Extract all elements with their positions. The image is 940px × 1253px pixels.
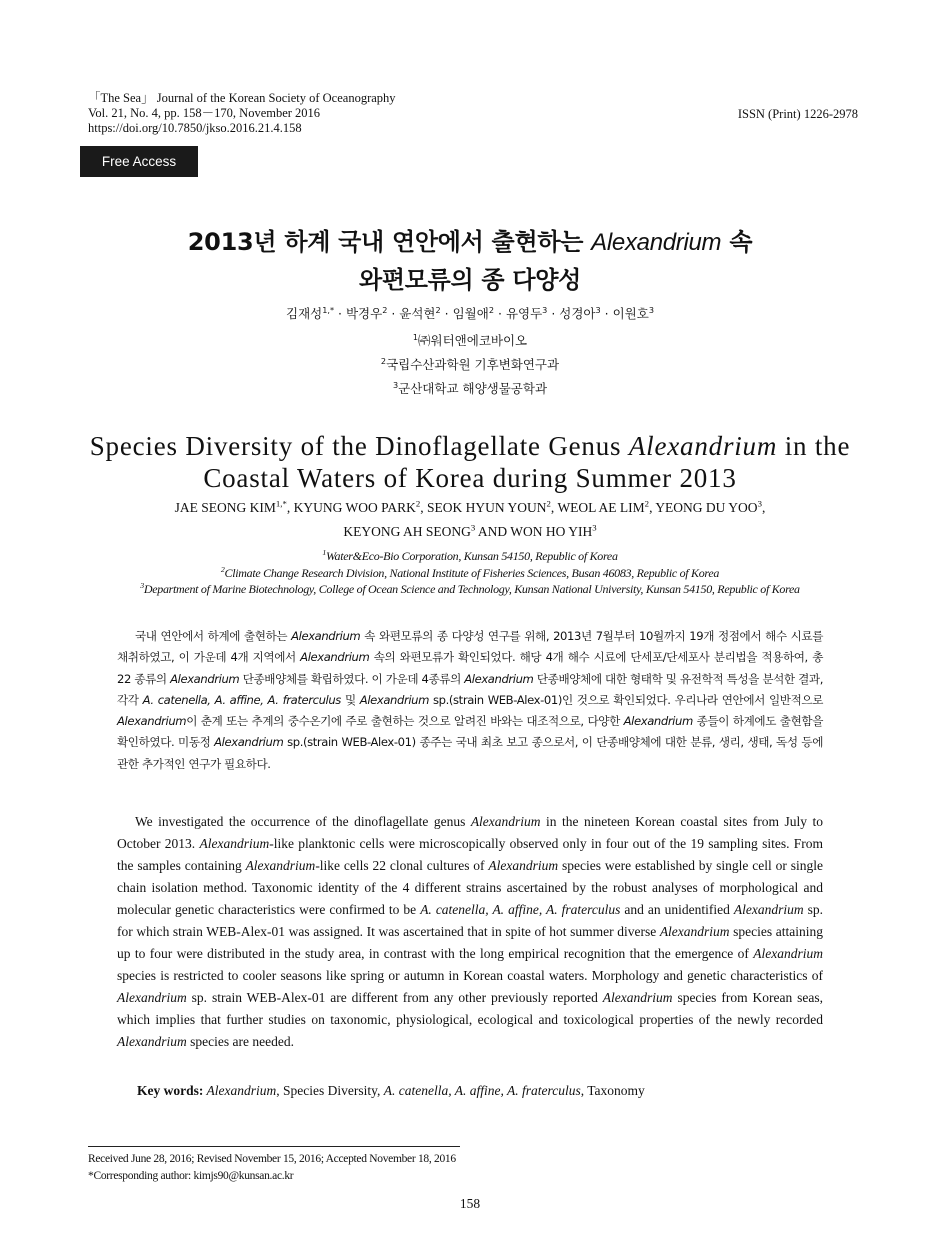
affil-mark: 3 xyxy=(392,379,399,390)
abstract-ko-italic: Alexandrium xyxy=(623,714,693,729)
english-title-pre: Species Diversity of the Dinoflagellate Genus xyxy=(89,431,629,461)
author-affil-mark: 2 xyxy=(546,498,551,509)
abstract-ko-italic: Alexandrium xyxy=(291,629,361,643)
abstract-ko-text: 단종배양체에 대한 형태학 및 유전학적 특성을 분석한 결과, 각각 xyxy=(117,671,823,707)
abstract-en-italic: Alexandrium xyxy=(470,814,541,829)
author-affil-mark: 3 xyxy=(757,498,762,509)
author-separator: · xyxy=(547,306,560,321)
abstract-ko-italic: Alexandrium xyxy=(359,692,429,707)
english-title xyxy=(0,430,940,494)
abstract-en-text: in the nineteen Korean coastal sites from July to October 2013. xyxy=(117,814,823,851)
abstract-ko-text: 단종배양체를 확립하였다. 이 가운데 4종류의 xyxy=(239,671,465,686)
keywords-label: Key words: xyxy=(137,1083,204,1098)
footnote xyxy=(88,1151,456,1184)
abstract-ko-text: sp.(strain WEB-Alex-01)인 것으로 확인되었다. 우리나라 연안에서 일반적으로 xyxy=(429,692,823,707)
author-name: SEOK HYUN YOUN xyxy=(427,500,547,515)
english-title-post: in the xyxy=(777,431,851,461)
corresponding-author: *Corresponding author: kimjs90@kunsan.ac.kr xyxy=(88,1169,294,1182)
english-authors-line1 xyxy=(0,496,940,520)
abstract-en-italic: Alexandrium xyxy=(245,858,316,873)
abstract-english xyxy=(117,811,823,1053)
affil-text: Climate Change Research Division, National Institute of Fisheries Sciences, Busan 46083, Republic of Korea xyxy=(224,566,720,580)
keyword-italic: A. catenella, A. affine, A. fraterculus xyxy=(383,1083,581,1098)
volume-info: Vol. 21, No. 4, pp. 158－170, November 2016 xyxy=(88,106,321,120)
abstract-ko-italic: Alexandrium xyxy=(300,650,370,665)
author-separator: , xyxy=(420,500,428,515)
abstract-en-text: species attaining up to four were distributed in the study area, in contrast with the long empirical recognition that the emergence of xyxy=(117,924,823,961)
english-affiliation xyxy=(0,566,940,581)
abstract-ko-text: 종들이 하계에도 출현함을 확인하였다. 미동정 xyxy=(117,714,823,750)
author-affil-mark: 2 xyxy=(488,304,495,315)
author-name: WON HO YIH xyxy=(510,524,593,539)
korean-title-post: 속 xyxy=(721,228,753,256)
english-title-genus: Alexandrium xyxy=(628,431,778,461)
abstract-en-italic: Alexandrium xyxy=(488,858,559,873)
korean-affiliation xyxy=(0,355,940,373)
affil-mark: 1 xyxy=(322,548,326,557)
author-separator: , xyxy=(286,500,294,515)
keyword-text: , Taxonomy xyxy=(580,1083,645,1098)
abstract-ko-text: sp.(strain WEB-Alex-01) 종주는 국내 최초 보고 종으로서, 이 단종배양체에 대한 분류, 생리, 생태, 독성 등에 관한 추가적인 연구가 필요하다. xyxy=(117,735,823,771)
author-name: YEONG DU YOO xyxy=(655,500,758,515)
abstract-en-text: species is restricted to cooler seasons like spring or autumn in Korean coastal waters. Morphology and genetic characteristics of xyxy=(117,968,823,983)
author-name: 성경아 xyxy=(559,306,596,321)
affil-mark: 3 xyxy=(140,581,144,590)
abstract-en-text: species were established by single cell or single chain isolation method. Taxonomic identity of the 4 different strains ascertained by the robust analyses of morphological and molecular genetic characteristics were confirmed to be xyxy=(117,858,823,917)
abstract-ko-text: 및 xyxy=(340,692,360,707)
author-separator: , xyxy=(550,500,558,515)
abstract-en-text: species from Korean seas, which implies that further studies on taxonomic, physiological, ecological and toxicological properties of the newly recorded xyxy=(117,990,823,1027)
journal-header xyxy=(88,91,396,136)
affil-text: Department of Marine Biotechnology, College of Ocean Science and Technology, Kunsan National University, Kunsan 54150, Republic of Korea xyxy=(143,582,800,596)
abstract-ko-italic: Alexandrium xyxy=(464,671,534,686)
abstract-ko-italic: Alexandrium xyxy=(170,671,240,686)
author-name: KYUNG WOO PARK xyxy=(293,500,416,515)
author-affil-mark: 3 xyxy=(470,522,476,533)
abstract-en-italic: Alexandrium xyxy=(199,836,270,851)
author-affil-mark: 2 xyxy=(382,304,388,315)
abstract-en-italic: Alexandrium xyxy=(733,902,804,917)
author-affil-mark: 2 xyxy=(435,304,441,315)
author-affil-mark: 2 xyxy=(644,498,650,509)
author-name: 김재성 xyxy=(286,306,323,321)
keyword-italic: Alexandrium xyxy=(203,1083,277,1098)
author-affil-mark: 2 xyxy=(415,498,421,509)
footnote-divider xyxy=(88,1146,460,1147)
english-authors-line2 xyxy=(0,520,940,544)
abstract-en-italic: Alexandrium xyxy=(602,990,673,1005)
korean-affiliation xyxy=(0,379,940,397)
abstract-ko-italic: A. catenella, A. affine, A. fraterculus xyxy=(142,692,341,707)
author-name: 이원호 xyxy=(612,306,649,321)
author-name: 유영두 xyxy=(505,306,543,321)
korean-title-line1 xyxy=(0,222,940,257)
abstract-en-italic: Alexandrium xyxy=(117,1034,187,1049)
author-separator: · xyxy=(600,306,613,321)
author-separator: AND xyxy=(475,524,511,539)
author-name: 윤석현 xyxy=(399,306,436,321)
author-separator: · xyxy=(387,306,400,321)
korean-title-pre: 2013년 하계 국내 연안에서 출현하는 xyxy=(187,228,592,256)
abstract-ko-italic: Alexandrium xyxy=(117,714,187,729)
keywords xyxy=(137,1083,645,1099)
abstract-en-italic: Alexandrium xyxy=(659,924,730,939)
journal-name: 「The Sea」 Journal of the Korean Society of Oceanography xyxy=(88,91,396,105)
author-separator: · xyxy=(334,306,346,321)
english-title-line1 xyxy=(0,430,940,462)
abstract-en-text: sp. strain WEB-Alex-01 are different from any other previously reported xyxy=(186,990,603,1005)
author-name: 박경우 xyxy=(345,306,383,321)
issn: ISSN (Print) 1226-2978 xyxy=(737,107,858,121)
affil-mark: 2 xyxy=(380,355,387,366)
korean-title-line2: 와편모류의 종 다양성 xyxy=(358,266,582,294)
abstract-ko-text: 국내 연안에서 하계에 출현하는 xyxy=(135,629,292,643)
author-separator: · xyxy=(494,306,506,321)
korean-title-genus: Alexandrium xyxy=(591,229,722,256)
keyword-text: , Species Diversity, xyxy=(276,1083,384,1098)
keywords-list xyxy=(203,1083,644,1098)
abstract-en-text: We investigated the occurrence of the dinoflagellate genus xyxy=(135,814,471,829)
author-separator: · xyxy=(440,306,453,321)
abstract-en-italic: Alexandrium xyxy=(117,990,187,1005)
author-affil-mark: 1,* xyxy=(322,304,335,315)
author-name: 임월애 xyxy=(452,306,489,321)
author-affil-mark: 3 xyxy=(542,304,548,315)
author-name: KEYONG AH SEONG xyxy=(343,524,471,539)
affil-text: 국립수산과학원 기후변화연구과 xyxy=(386,357,560,372)
korean-authors xyxy=(0,304,940,322)
affil-text: Water&Eco-Bio Corporation, Kunsan 54150, Republic of Korea xyxy=(325,549,618,563)
affil-mark: 1 xyxy=(412,331,419,342)
english-affiliation xyxy=(0,549,940,564)
abstract-en-text: -like cells 22 clonal cultures of xyxy=(315,858,489,873)
author-separator: , xyxy=(649,500,656,515)
author-separator: , xyxy=(761,500,766,515)
received-dates: Received June 28, 2016; Revised November 15, 2016; Accepted November 18, 2016 xyxy=(88,1153,456,1165)
author-affil-mark: 1,* xyxy=(275,498,287,509)
english-authors xyxy=(0,496,940,544)
author-affil-mark: 3 xyxy=(595,304,601,315)
author-affil-mark: 3 xyxy=(648,304,654,315)
free-access-badge: Free Access xyxy=(80,146,198,177)
abstract-ko-text: 속의 와편모류가 확인되었다. 해당 4개 해수 시료에 단세포/단세포사 분리법을 적용하여, 총 22 종류의 xyxy=(117,650,823,686)
affil-text: ㈜워터앤에코바이오 xyxy=(418,333,528,348)
abstract-en-text: sp. for which strain WEB-Alex-01 was assigned. It was ascertained that in spite of hot summer diverse xyxy=(117,902,823,939)
abstract-korean xyxy=(117,626,823,775)
author-name: WEOL AE LIM xyxy=(557,500,645,515)
abstract-en-text: and an unidentified xyxy=(620,902,734,917)
affil-mark: 2 xyxy=(220,565,225,574)
affil-text: 군산대학교 해양생물공학과 xyxy=(398,381,548,396)
author-affil-mark: 3 xyxy=(592,522,597,533)
abstract-en-italic: Alexandrium xyxy=(753,946,823,961)
abstract-ko-italic: Alexandrium xyxy=(214,735,284,750)
author-name: JAE SEONG KIM xyxy=(174,500,276,515)
abstract-en-text: species are needed. xyxy=(186,1034,294,1049)
abstract-ko-text: 속 와편모류의 종 다양성 연구를 위해, 2013년 7월부터 10월까지 19개 정점에서 해수 시료를 채취하였고, 이 가운데 4개 지역에서 xyxy=(117,629,823,665)
english-title-line2: Coastal Waters of Korea during Summer 2013 xyxy=(203,463,737,493)
page-number: 158 xyxy=(459,1196,481,1211)
doi-link[interactable]: https://doi.org/10.7850/jkso.2016.21.4.158 xyxy=(88,121,302,135)
english-affiliation xyxy=(0,582,940,597)
abstract-en-text: -like planktonic cells were microscopically observed only in four out of the 19 sampling sites. From the samples containing xyxy=(117,836,823,873)
abstract-en-italic: A. catenella, A. affine, A. fraterculus xyxy=(420,902,621,917)
abstract-ko-text: 이 춘계 또는 추계의 중수온기에 주로 출현하는 것으로 알려진 바와는 대조적으로, 다양한 xyxy=(186,714,624,729)
korean-affiliation xyxy=(0,331,940,349)
